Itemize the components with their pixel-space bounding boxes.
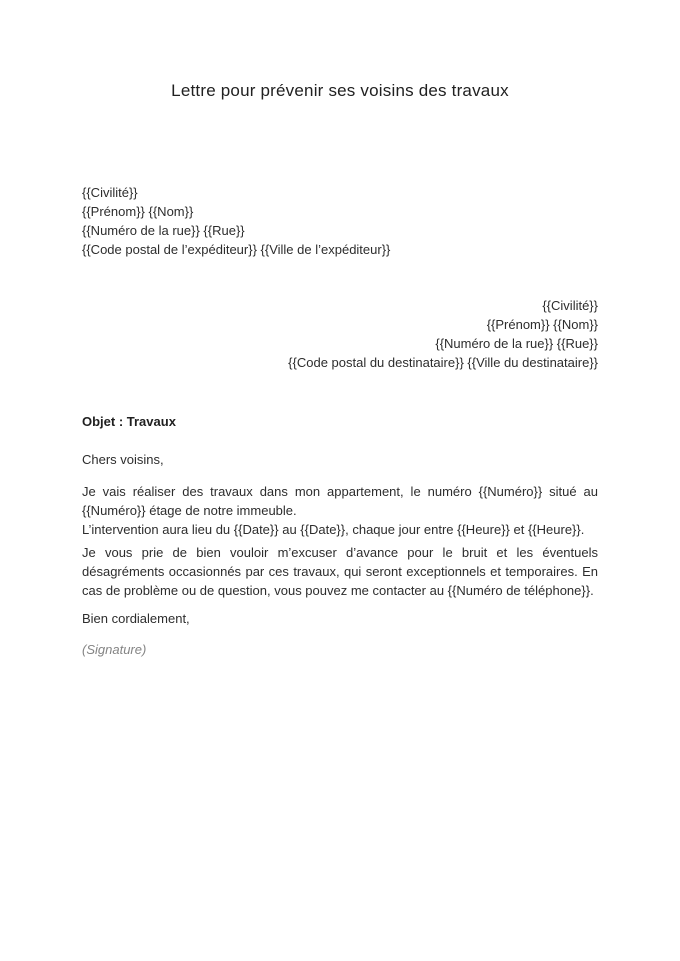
letter-title: Lettre pour prévenir ses voisins des travaux [171, 81, 509, 100]
body-paragraph-1 [82, 482, 598, 539]
recipient-street: {{Numéro de la rue}} {{Rue}} [435, 336, 598, 351]
letter-content [0, 81, 680, 659]
sender-address-block [82, 183, 598, 259]
salutation: Chers voisins, [82, 452, 164, 467]
sender-city: {{Code postal de l’expéditeur}} {{Ville de l’expéditeur}} [82, 242, 391, 257]
sender-street: {{Numéro de la rue}} {{Rue}} [82, 223, 245, 238]
sender-civility: {{Civilité}} [82, 185, 138, 200]
recipient-address-block [82, 296, 598, 372]
recipient-city: {{Code postal du destinataire}} {{Ville du destinataire}} [288, 355, 598, 370]
sender-name: {{Prénom}} {{Nom}} [82, 204, 194, 219]
recipient-civility: {{Civilité}} [542, 298, 598, 313]
body-paragraph-1-sentence-2: L’intervention aura lieu du {{Date}} au {{Date}}, chaque jour entre {{Heure}} et {{Heure}}. [82, 522, 585, 537]
signature-placeholder: (Signature) [82, 642, 147, 657]
body-paragraph-1-sentence-1: Je vais réaliser des travaux dans mon appartement, le numéro {{Numéro}} situé au {{Numéro}} étage de notre immeuble. [82, 484, 598, 518]
recipient-name: {{Prénom}} {{Nom}} [486, 317, 598, 332]
body-paragraph-2: Je vous prie de bien vouloir m’excuser d’avance pour le bruit et les éventuels désagréments occasionnés par ces travaux, qui seront exceptionnels et temporaires. En cas de problème ou de question, vous pouvez me contacter au {{Numéro de téléphone}}. [82, 545, 598, 598]
closing-formula: Bien cordialement, [82, 611, 190, 626]
subject-line: Objet : Travaux [82, 414, 176, 429]
